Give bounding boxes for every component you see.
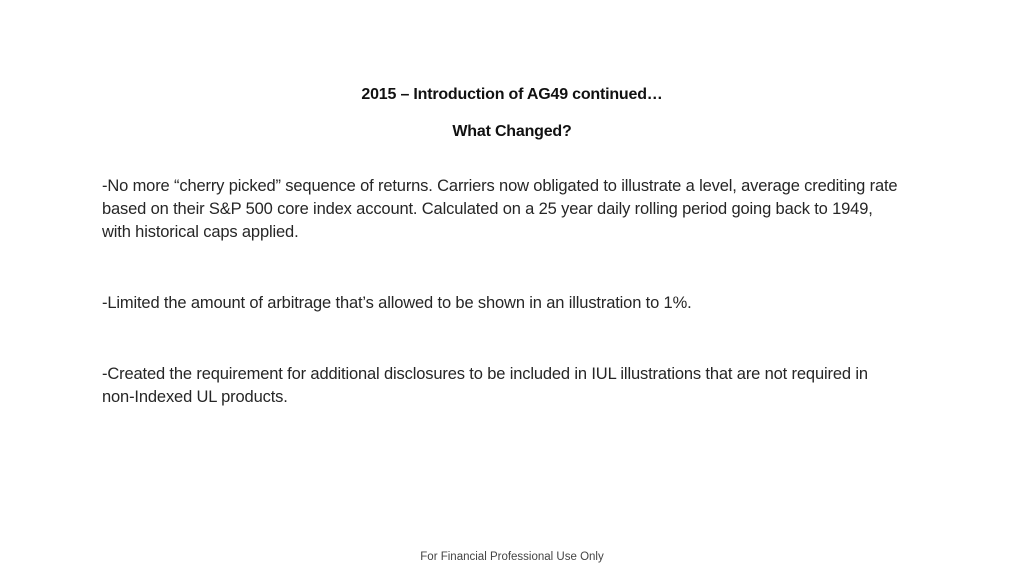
bullet-paragraph-returns: -No more “cherry picked” sequence of returns. Carriers now obligated to illustrate a level, average crediting rate based on their S&P 500 core index account. Calculated on a 25 year daily rolling period going back to 1949, with historical caps applied. [102,177,898,241]
slide-subtitle: What Changed? [452,123,572,140]
footer-disclaimer: For Financial Professional Use Only [420,551,604,563]
bullet-paragraph-arbitrage: -Limited the amount of arbitrage that’s allowed to be shown in an illustration to 1%. [102,294,692,312]
slide-title: 2015 – Introduction of AG49 continued… [361,86,663,103]
bullet-paragraph-disclosures: -Created the requirement for additional disclosures to be included in IUL illustrations that are not required in non-Indexed UL products. [102,365,868,406]
